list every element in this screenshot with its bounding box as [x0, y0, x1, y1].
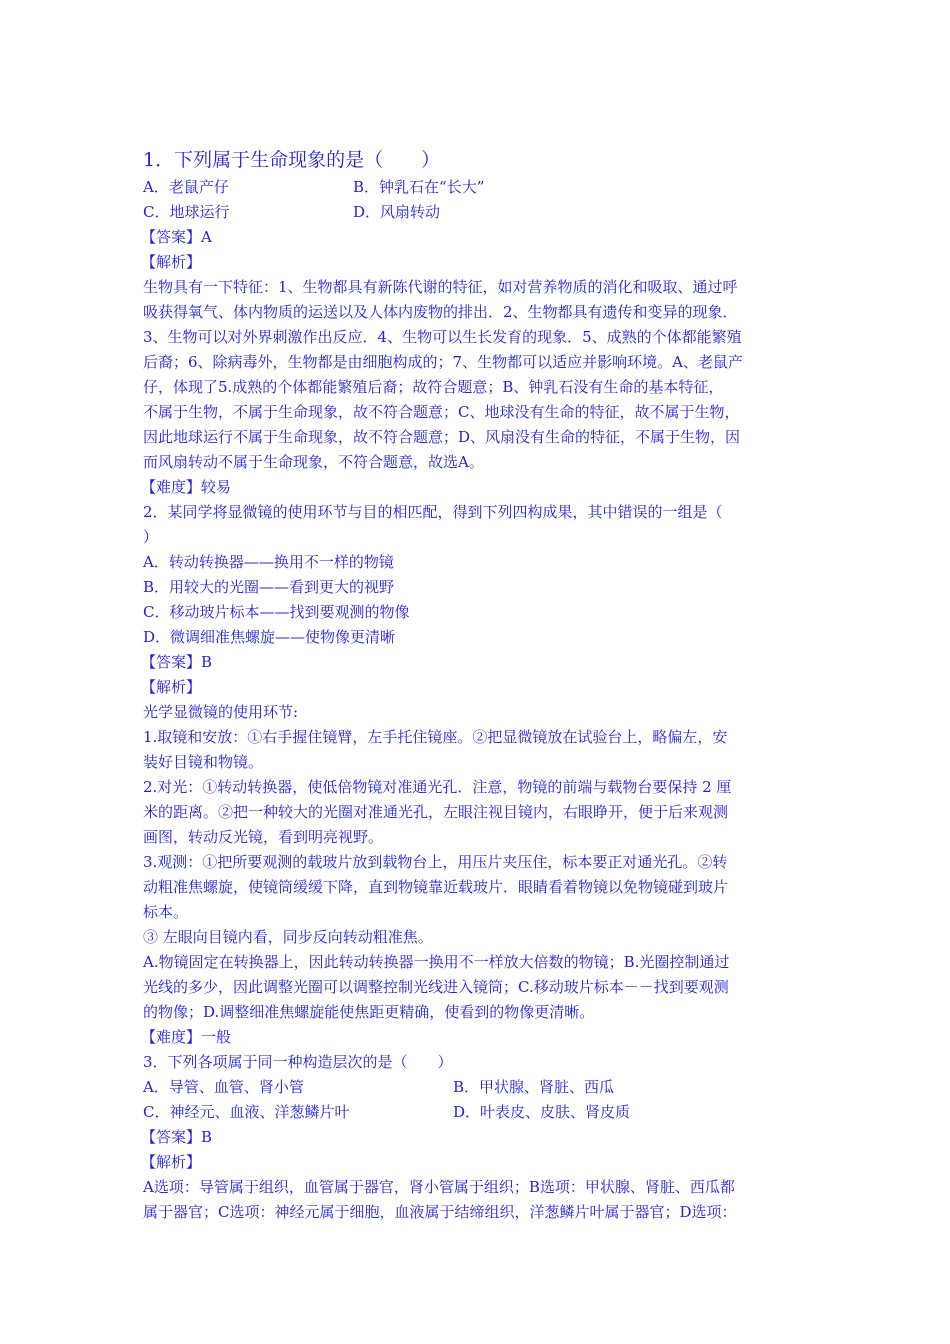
question-1-analysis-line: 后裔；6、除病毒外，生物都是由细胞构成的；7、生物都可以适应并影响环境。A、老鼠产: [143, 353, 743, 371]
question-3-options-row-2: [143, 1100, 813, 1125]
question-2-analysis-line: 光学显微镜的使用环节:: [143, 703, 299, 721]
question-1-option-b: B．钟乳石在“长大”: [353, 178, 485, 196]
question-3-option-c: C．神经元、血液、洋葱鳞片叶: [143, 1103, 350, 1121]
question-1-analysis-line: 仔，体现了5.成熟的个体都能繁殖后裔；故符合题意；B、钟乳石没有生命的基本特征，: [143, 378, 724, 396]
question-3-title: 3．下列各项属于同一种构造层次的是（ ）: [143, 1053, 453, 1071]
question-3-options-row-1: [143, 1075, 813, 1100]
question-1-option-d: D．风扇转动: [353, 203, 441, 221]
question-1-analysis-line: 因此地球运行不属于生命现象，故不符合题意；D、风扇没有生命的特征，不属于生物，因: [143, 428, 741, 446]
question-1-analysis-line: 而风扇转动不属于生命现象，不符合题意，故选A。: [143, 453, 484, 471]
question-1-analysis-label: 【解析】: [141, 253, 202, 271]
question-1-analysis-line: 生物具有一下特征：1、生物都具有新陈代谢的特征，如对营养物质的消化和吸取、通过呼: [143, 278, 738, 296]
question-1-option-c: C．地球运行: [143, 203, 230, 221]
question-2-analysis-line: 米的距离。②把一种较大的光圈对准通光孔，左眼注视目镜内，右眼睁开，便于后来观测: [143, 803, 729, 821]
question-1-title: 1．下列属于生命现象的是（ ）: [143, 149, 441, 171]
question-3-answer: 【答案】B: [141, 1128, 213, 1146]
question-2-analysis-line: 1.取镜和安放：①右手握住镜臂，左手托住镜座。②把显微镜放在试验台上，略偏左，安: [143, 728, 728, 746]
question-2-analysis-line: 标本。: [143, 903, 189, 921]
question-2-analysis-line: 装好目镜和物镜。: [143, 753, 264, 771]
question-3-analysis-label: 【解析】: [141, 1153, 202, 1171]
question-2-answer: 【答案】B: [141, 653, 213, 671]
question-2-analysis-line: A.物镜固定在转换器上，因此转动转换器一换用不一样放大倍数的物镜；B.光圈控制通过: [143, 953, 730, 971]
question-2-analysis-line: 光线的多少，因此调整光圈可以调整控制光线进入镜筒；C.移动玻片标本－－找到要观测: [143, 978, 729, 996]
question-1-analysis-line: 3、生物可以对外界刺激作出反应．4、生物可以生长发育的现象．5、成熟的个体都能繁殖: [143, 328, 742, 346]
question-3-option-a: A．导管、血管、肾小管: [143, 1078, 304, 1096]
question-3-analysis-line: 属于器官；C选项：神经元属于细胞，血液属于结缔组织，洋葱鳞片叶属于器官；D选项：: [143, 1203, 737, 1221]
question-2-option-d: D．微调细准焦螺旋——使物像更清晰: [143, 628, 396, 646]
question-3-option-d: D．叶表皮、皮肤、肾皮质: [453, 1103, 631, 1121]
question-3-analysis-line: A选项：导管属于组织，血管属于器官，肾小管属于组织；B选项：甲状腺、肾脏、西瓜都: [143, 1178, 735, 1196]
question-2-analysis-line: 动粗准焦螺旋，使镜筒缓缓下降，直到物镜靠近载玻片．眼睛看着物镜以免物镜碰到玻片: [143, 878, 729, 896]
question-2-analysis-line: ③ 左眼向目镜内看，同步反向转动粗准焦。: [143, 928, 433, 946]
question-2-option-b: B．用较大的光圈——看到更大的视野: [143, 578, 395, 596]
question-2-option-c: C．移动玻片标本——找到要观测的物像: [143, 603, 410, 621]
document-content: [143, 146, 813, 1225]
question-2-difficulty: 【难度】一般: [141, 1028, 232, 1046]
question-1-analysis-line: 不属于生物，不属于生命现象，故不符合题意；C、地球没有生命的特征，故不属于生物，: [143, 403, 740, 421]
question-2-analysis-line: 3.观测：①把所要观测的载玻片放到载物台上，用压片夹压住，标本要正对通光孔。②转: [143, 853, 728, 871]
question-2-option-a: A．转动转换器——换用不一样的物镜: [143, 553, 394, 571]
question-1-difficulty: 【难度】较易: [141, 478, 232, 496]
question-2-analysis-line: 2.对光：①转动转换器，使低倍物镜对准通光孔．注意，物镜的前端与载物台要保持 2 厘: [143, 778, 732, 796]
question-2-analysis-label: 【解析】: [141, 678, 202, 696]
question-1-options-row-1: [143, 175, 813, 200]
question-1-analysis-line: 吸获得氧气、体内物质的运送以及人体内废物的排出．2、生物都具有遗传和变异的现象．: [143, 303, 738, 321]
question-1-options-row-2: [143, 200, 813, 225]
question-2-title-cont: ）: [143, 528, 159, 546]
question-2-title: 2．某同学将显微镜的使用环节与目的相匹配，得到下列四构成果，其中错误的一组是（: [143, 503, 723, 521]
question-2-analysis-line: 的物像；D.调整细准焦螺旋能使焦距更精确，使看到的物像更清晰。: [143, 1003, 595, 1021]
question-1-option-a: A．老鼠产仔: [143, 178, 229, 196]
question-3-option-b: B．甲状腺、肾脏、西瓜: [453, 1078, 615, 1096]
question-2-analysis-line: 画图，转动反光镜，看到明亮视野。: [143, 828, 384, 846]
question-1-answer: 【答案】A: [141, 228, 212, 246]
